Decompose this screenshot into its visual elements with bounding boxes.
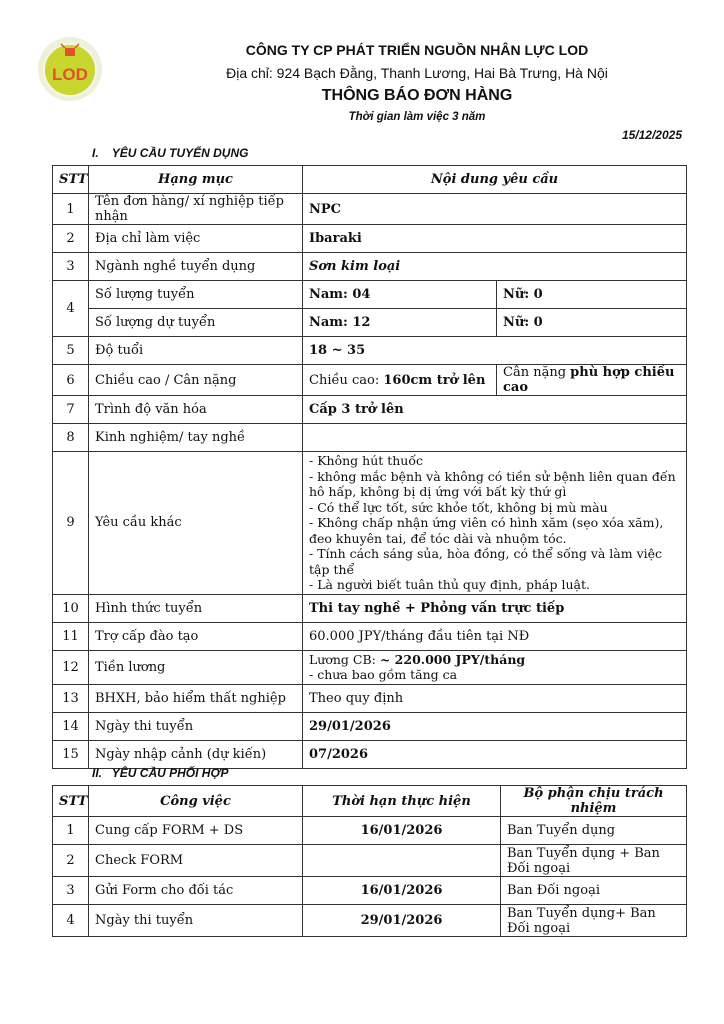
female-count: Nữ: 0 — [497, 309, 687, 337]
requirement-line: - Tính cách sáng sủa, hòa đồng, có thể sống và làm việc tập thể — [309, 546, 663, 577]
row-content: 29/01/2026 — [303, 712, 687, 740]
row-content: Sơn kim loại — [303, 253, 687, 281]
requirement-line: - Không hút thuốc — [309, 453, 424, 468]
row-task: Gửi Form cho đối tác — [89, 877, 303, 905]
salary-content — [303, 650, 687, 684]
weight-value: phù hợp chiều cao — [503, 365, 675, 395]
row-stt: 8 — [53, 424, 89, 452]
table-row — [53, 594, 687, 622]
company-logo — [37, 36, 103, 102]
company-address: Địa chỉ: 924 Bạch Đằng, Thanh Lương, Hai Bà Trưng, Hà Nội — [226, 65, 608, 81]
document-date: 15/12/2025 — [621, 128, 682, 142]
row-item: Địa chỉ làm việc — [89, 225, 303, 253]
header-content: Nội dung yêu cầu — [303, 166, 687, 194]
salary-value: ~ 220.000 JPY/tháng — [379, 651, 526, 667]
table-row — [53, 905, 687, 937]
requirement-line: - không mắc bệnh và không có tiền sử bệnh liên quan đến hô hấp, không bị dị ứng với bất kỳ thứ gì — [309, 468, 676, 499]
salary-note: - chưa bao gồm tăng ca — [309, 667, 458, 682]
header-task: Công việc — [89, 786, 303, 817]
table-row — [53, 225, 687, 253]
row-content: NPC — [303, 194, 687, 225]
table-row — [53, 309, 687, 337]
table-row — [53, 622, 687, 650]
header-deadline: Thời hạn thực hiện — [303, 786, 501, 817]
table-row — [53, 424, 687, 452]
table-row — [53, 877, 687, 905]
table-row — [53, 337, 687, 365]
table-row — [53, 365, 687, 396]
row-department: Ban Tuyển dụng+ Ban Đối ngoại — [501, 905, 687, 937]
row-stt: 15 — [53, 740, 89, 768]
row-stt: 4 — [53, 281, 89, 337]
recruitment-table — [52, 165, 687, 769]
table-row — [53, 684, 687, 712]
row-item: BHXH, bảo hiểm thất nghiệp — [89, 684, 303, 712]
row-department: Ban Tuyển dụng + Ban Đối ngoại — [501, 845, 687, 877]
coordination-table — [52, 785, 687, 937]
table-row — [53, 281, 687, 309]
row-content: Thi tay nghề + Phỏng vấn trực tiếp — [303, 594, 687, 622]
row-stt: 1 — [53, 194, 89, 225]
female-count: Nữ: 0 — [497, 281, 687, 309]
row-item: Kinh nghiệm/ tay nghề — [89, 424, 303, 452]
row-item: Số lượng tuyển — [89, 281, 303, 309]
row-item: Chiều cao / Cân nặng — [89, 365, 303, 396]
row-task: Cung cấp FORM + DS — [89, 817, 303, 845]
row-content: 07/2026 — [303, 740, 687, 768]
table-row — [53, 712, 687, 740]
row-stt: 11 — [53, 622, 89, 650]
row-stt: 2 — [53, 225, 89, 253]
height-requirement — [303, 365, 497, 396]
requirement-line: - Là người biết tuân thủ quy định, pháp luật. — [309, 577, 590, 592]
row-content: Cấp 3 trở lên — [303, 396, 687, 424]
table-row — [53, 452, 687, 595]
row-stt: 3 — [53, 877, 89, 905]
row-task: Ngày thi tuyển — [89, 905, 303, 937]
row-content: Theo quy định — [303, 684, 687, 712]
work-duration: Thời gian làm việc 3 năm — [348, 111, 486, 123]
row-content: 60.000 JPY/tháng đầu tiên tại NĐ — [303, 622, 687, 650]
table-row — [53, 740, 687, 768]
row-stt: 12 — [53, 650, 89, 684]
row-stt: 4 — [53, 905, 89, 937]
row-stt: 2 — [53, 845, 89, 877]
table-row — [53, 817, 687, 845]
row-stt: 3 — [53, 253, 89, 281]
row-stt: 7 — [53, 396, 89, 424]
row-item: Trình độ văn hóa — [89, 396, 303, 424]
male-count: Nam: 04 — [303, 281, 497, 309]
row-item: Độ tuổi — [89, 337, 303, 365]
row-item: Ngành nghề tuyển dụng — [89, 253, 303, 281]
row-stt: 6 — [53, 365, 89, 396]
table-row — [53, 650, 687, 684]
row-item: Tiền lương — [89, 650, 303, 684]
other-requirements — [303, 452, 687, 595]
header-stt: STT — [53, 166, 89, 194]
section-recruitment-title: I. YÊU CẦU TUYỂN DỤNG — [92, 146, 249, 160]
row-content: Ibaraki — [303, 225, 687, 253]
requirement-line: - Có thể lực tốt, sức khỏe tốt, không bị mù màu — [309, 499, 608, 515]
company-name: CÔNG TY CP PHÁT TRIỂN NGUỒN NHÂN LỰC LOD — [245, 42, 589, 58]
header-item: Hạng mục — [89, 166, 303, 194]
male-count: Nam: 12 — [303, 309, 497, 337]
row-stt: 1 — [53, 817, 89, 845]
row-stt: 13 — [53, 684, 89, 712]
weight-requirement — [497, 365, 687, 396]
row-item: Ngày thi tuyển — [89, 712, 303, 740]
row-stt: 14 — [53, 712, 89, 740]
document-title: THÔNG BÁO ĐƠN HÀNG — [321, 87, 513, 104]
height-label: Chiều cao: — [309, 372, 384, 388]
row-deadline: 16/01/2026 — [303, 877, 501, 905]
table-row — [53, 396, 687, 424]
row-content: 18 ~ 35 — [303, 337, 687, 365]
row-stt: 9 — [53, 452, 89, 595]
table-row — [53, 845, 687, 877]
row-deadline: 16/01/2026 — [303, 817, 501, 845]
row-stt: 10 — [53, 594, 89, 622]
row-item: Trợ cấp đào tạo — [89, 622, 303, 650]
row-task: Check FORM — [89, 845, 303, 877]
section-coordination-title: II. YÊU CẦU PHỐI HỢP — [92, 766, 229, 780]
row-deadline — [303, 845, 501, 877]
row-department: Ban Tuyển dụng — [501, 817, 687, 845]
row-item: Tên đơn hàng/ xí nghiệp tiếp nhận — [89, 194, 303, 225]
row-content — [303, 424, 687, 452]
row-stt: 5 — [53, 337, 89, 365]
salary-label: Lương CB: — [309, 651, 380, 667]
row-item: Ngày nhập cảnh (dự kiến) — [89, 740, 303, 768]
row-deadline: 29/01/2026 — [303, 905, 501, 937]
salary-line — [309, 652, 680, 668]
svg-text:LOD: LOD — [52, 65, 88, 84]
table-row — [53, 194, 687, 225]
table-row — [53, 253, 687, 281]
weight-label: Cân nặng — [503, 365, 571, 380]
row-item: Số lượng dự tuyển — [89, 309, 303, 337]
row-item: Yêu cầu khác — [89, 452, 303, 595]
table-header-row — [53, 786, 687, 817]
row-item: Hình thức tuyển — [89, 594, 303, 622]
row-department: Ban Đối ngoại — [501, 877, 687, 905]
table-header-row — [53, 166, 687, 194]
requirement-line: - Không chấp nhận ứng viên có hình xăm (sẹo xóa xăm), đeo khuyên tai, để tóc dài và nhuộm tóc. — [309, 515, 664, 546]
header-stt: STT — [53, 786, 89, 817]
height-value: 160cm trở lên — [383, 372, 486, 388]
header-department: Bộ phận chịu trách nhiệm — [501, 786, 687, 817]
